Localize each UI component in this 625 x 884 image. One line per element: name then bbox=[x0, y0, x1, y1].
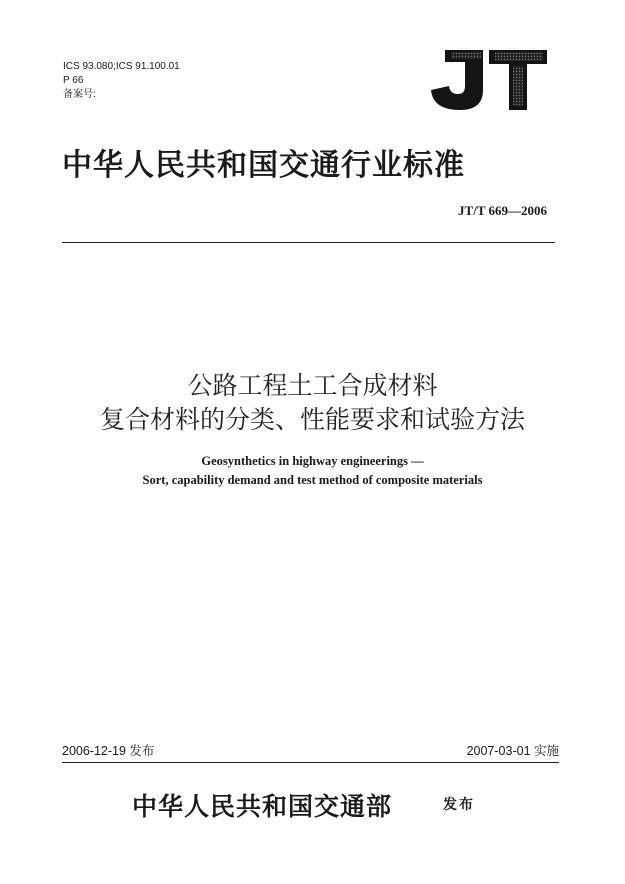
standard-code: JT/T 669—2006 bbox=[458, 203, 547, 218]
classification-block bbox=[63, 60, 180, 102]
standard-type-title: 中华人民共和国交通行业标准 bbox=[62, 148, 465, 183]
implementation-date: 2007-03-01 实施 bbox=[466, 744, 559, 758]
issue-date: 2006-12-19 发布 bbox=[62, 744, 155, 758]
logo-text: JT bbox=[425, 40, 426, 41]
ics-code: ICS 93.080;ICS 91.100.01 bbox=[63, 61, 180, 72]
top-divider bbox=[62, 242, 555, 243]
jt-logo bbox=[425, 40, 550, 115]
issue-action-label: 发布 bbox=[443, 797, 475, 813]
english-title-line-1: Geosynthetics in highway engineerings — bbox=[201, 454, 424, 468]
issuing-authority: 中华人民共和国交通部 bbox=[132, 792, 393, 821]
bottom-divider bbox=[62, 762, 559, 763]
record-number-label: 备案号: bbox=[63, 89, 96, 100]
ccs-code: P 66 bbox=[63, 75, 84, 86]
chinese-title-line-1: 公路工程土工合成材料 bbox=[187, 371, 438, 400]
english-title-line-2: Sort, capability demand and test method of composite materials bbox=[142, 473, 483, 487]
chinese-title-line-2: 复合材料的分类、性能要求和试验方法 bbox=[99, 405, 525, 434]
